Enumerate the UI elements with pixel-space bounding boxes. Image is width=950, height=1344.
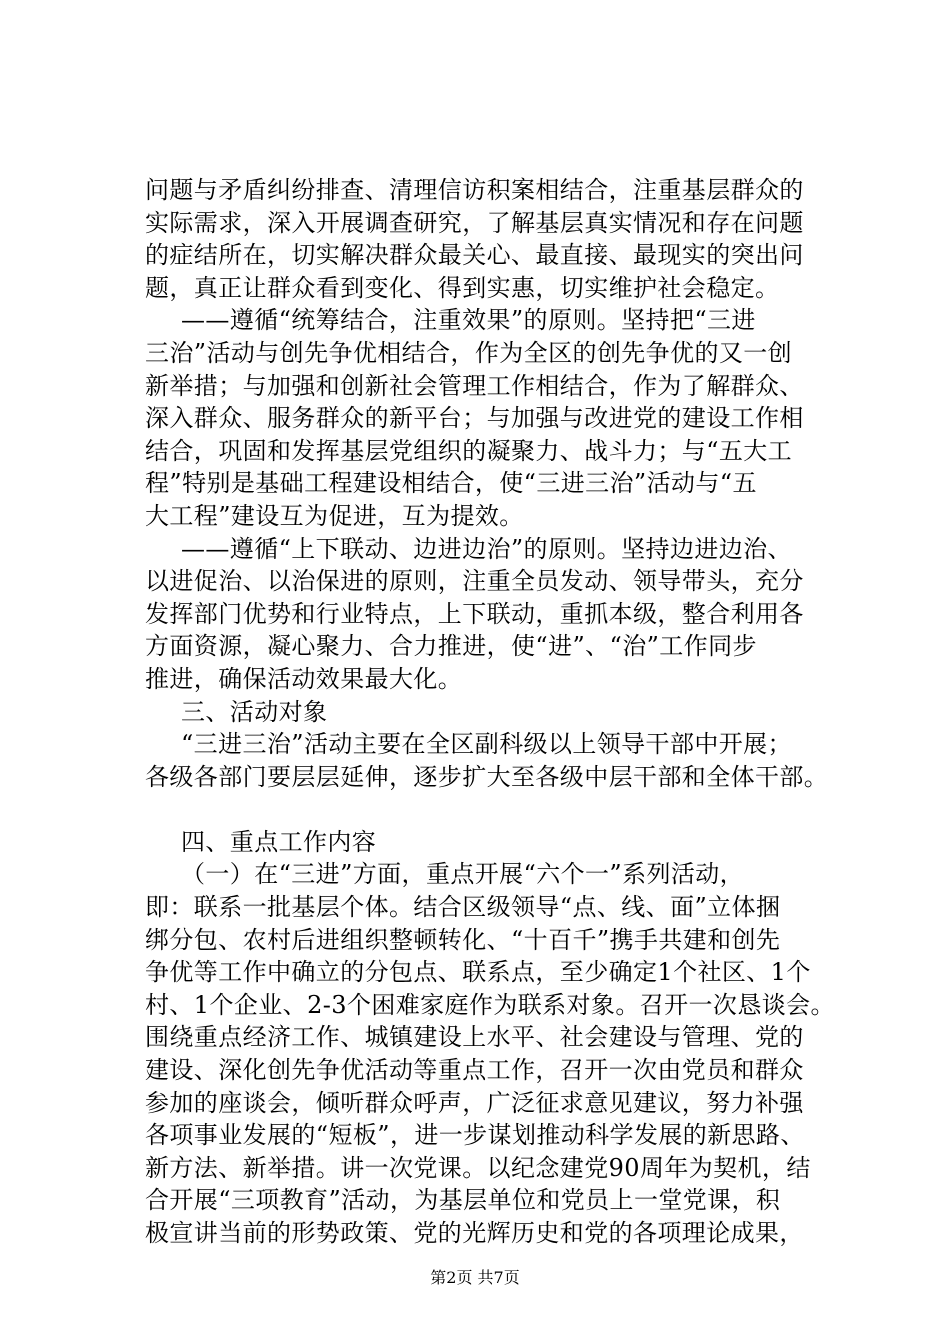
paragraph-line: 即：联系一批基层个体。结合区级领导“点、线、面”立体捆 (145, 893, 781, 922)
paragraph-line: 发挥部门优势和行业特点，上下联动，重抓本级，整合利用各 (145, 599, 804, 628)
paragraph-line: 三治”活动与创先争优相结合，作为全区的创先争优的又一创 (145, 338, 793, 367)
paragraph-line: 建设、深化创先争优活动等重点工作，召开一次由党员和群众 (145, 1056, 804, 1085)
paragraph-line: 极宣讲当前的形势政策、党的光辉历史和党的各项理论成果， (145, 1219, 804, 1247)
paragraph-line: 争优等工作中确立的分包点、联系点，至少确定1个社区、1个 (145, 958, 811, 987)
paragraph-line: 结合，巩固和发挥基层党组织的凝聚力、战斗力；与“五大工 (145, 436, 793, 465)
document-body (145, 174, 835, 1250)
paragraph-line: 实际需求，深入开展调查研究，了解基层真实情况和存在问题 (145, 208, 804, 237)
paragraph-line: ——遵循“上下联动、边进边治”的原则。坚持边进边治、 (181, 534, 792, 563)
section-heading: 三、活动对象 (181, 697, 328, 726)
paragraph-line: 推进，确保活动效果最大化。 (145, 664, 463, 693)
paragraph-line: 绑分包、农村后进组织整顿转化、“十百千”携手共建和创先 (145, 925, 781, 954)
paragraph-line: “三进三治”活动主要在全区副科级以上领导干部中开展； (181, 730, 792, 759)
page-footer: 第2页 共7页 (430, 1268, 520, 1287)
paragraph-line: 题，真正让群众看到变化、得到实惠，切实维护社会稳定。 (145, 273, 780, 302)
section-heading: 四、重点工作内容 (181, 827, 377, 856)
paragraph-line: 围绕重点经济工作、城镇建设上水平、社会建设与管理、党的 (145, 1023, 804, 1052)
paragraph-line: 方面资源，凝心聚力、合力推进，使“进”、“治”工作同步 (145, 632, 757, 661)
paragraph-line: 新举措；与加强和创新社会管理工作相结合，作为了解群众、 (145, 371, 804, 400)
paragraph-line: 各项事业发展的“短板”，进一步谋划推动科学发展的新思路、 (145, 1121, 805, 1150)
paragraph-line: 参加的座谈会，倾听群众呼声，广泛征求意见建议，努力补强 (145, 1088, 804, 1117)
paragraph-line: 新方法、新举措。讲一次党课。以纪念建党90周年为契机，结 (145, 1153, 811, 1182)
blank-line (145, 793, 825, 826)
paragraph-line: 各级各部门要层层延伸，逐步扩大至各级中层干部和全体干部。 (145, 762, 829, 791)
paragraph-line: 深入群众、服务群众的新平台；与加强与改进党的建设工作相 (145, 404, 804, 433)
paragraph-line: 合开展“三项教育”活动，为基层单位和党员上一堂党课，积 (145, 1186, 781, 1215)
paragraph-line: 程”特别是基础工程建设相结合，使“三进三治”活动与“五 (145, 469, 757, 498)
paragraph-line: 村、1个企业、2-3个困难家庭作为联系对象。召开一次恳谈会。 (145, 990, 835, 1019)
paragraph-line: （一）在“三进”方面，重点开展“六个一”系列活动， (181, 860, 745, 889)
paragraph-line: ——遵循“统筹结合，注重效果”的原则。坚持把“三进 (181, 306, 756, 335)
paragraph-line: 以进促治、以治保进的原则，注重全员发动、领导带头，充分 (145, 567, 804, 596)
paragraph-line: 问题与矛盾纠纷排查、清理信访积案相结合，注重基层群众的 (145, 176, 804, 204)
paragraph-line: 的症结所在，切实解决群众最关心、最直接、最现实的突出问 (145, 241, 804, 270)
paragraph-line: 大工程”建设互为促进，互为提效。 (145, 501, 524, 530)
